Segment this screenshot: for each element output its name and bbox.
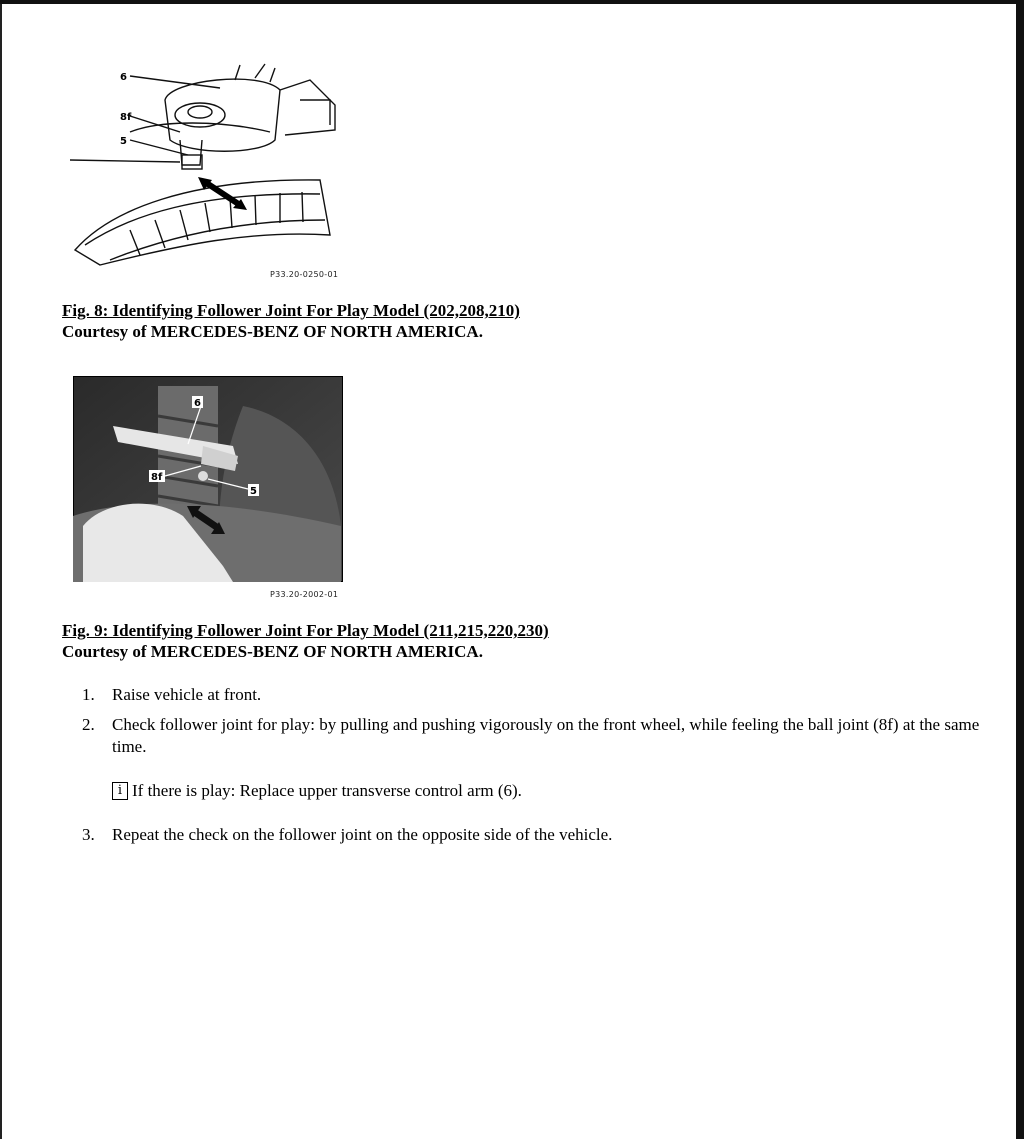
step-number: 3. <box>82 825 95 844</box>
figure-8-title: Fig. 8: Identifying Follower Joint For Play Model (202,208,210) <box>62 301 520 320</box>
figure-9-photo <box>73 376 343 582</box>
step-item <box>82 824 982 846</box>
step-number: 2. <box>82 715 95 734</box>
note-text: If there is play: Replace upper transverse control arm (6). <box>132 781 522 800</box>
step-item <box>82 714 982 758</box>
fig9-callout-5: 5 <box>250 486 257 497</box>
step-text: Repeat the check on the follower joint on the opposite side of the vehicle. <box>112 825 613 844</box>
procedure-steps <box>82 684 982 854</box>
step-item <box>82 684 982 706</box>
figure-8-illustration <box>70 60 340 270</box>
figure-8-caption <box>62 300 520 342</box>
fig8-callout-5: 5 <box>120 136 127 147</box>
figure-9-code: P33.20-2002-01 <box>270 590 339 599</box>
step-text: Raise vehicle at front. <box>112 685 262 704</box>
fig9-callout-8f: 8f <box>151 472 163 483</box>
fig8-callout-8f: 8f <box>120 112 132 123</box>
step-number: 1. <box>82 685 95 704</box>
document-page <box>0 4 1016 1139</box>
fig8-callout-6: 6 <box>120 72 127 83</box>
figure-8-code: P33.20-0250-01 <box>270 270 339 279</box>
figure-9-courtesy: Courtesy of MERCEDES-BENZ OF NORTH AMERICA. <box>62 642 483 661</box>
figure-9-caption <box>62 620 549 662</box>
figure-8-courtesy: Courtesy of MERCEDES-BENZ OF NORTH AMERICA. <box>62 322 483 341</box>
fig9-callout-6: 6 <box>194 398 201 409</box>
step-text: Check follower joint for play: by pulling and pushing vigorously on the front wheel, while feeling the ball joint (8f) at the same time. <box>112 715 980 756</box>
figure-9-title: Fig. 9: Identifying Follower Joint For Play Model (211,215,220,230) <box>62 621 549 640</box>
info-icon: i <box>112 782 128 800</box>
info-note <box>112 780 982 802</box>
